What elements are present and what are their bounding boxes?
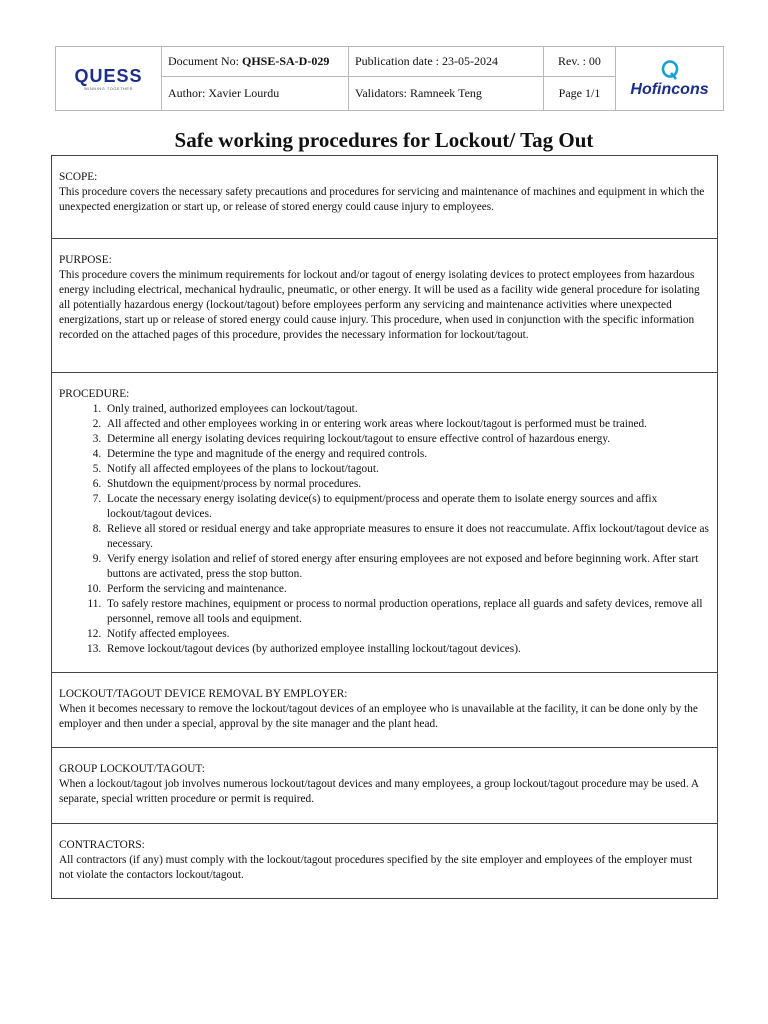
procedure-heading: PROCEDURE: xyxy=(59,388,130,400)
page-number: Page 1/1 xyxy=(544,77,616,111)
purpose-heading: PURPOSE: xyxy=(59,254,112,266)
group-text: When a lockout/tagout job involves numerous lockout/tagout devices and many employees, a group lockout/tagout procedure may be used. A separate, special written procedure or permit is required. xyxy=(59,778,699,805)
purpose-text: This procedure covers the minimum requirements for lockout and/or tagout of energy isolating devices to protect employees from hazardous energy including electrical, mechanical hydraulic, pneumatic, or other energy. It will be used as a facility wide general procedure for isolating all potentially hazardous energy (lockout/tagout) before employees perform any servicing and maintenance activities where unexpected energizations, start up or release of stored energy could cause injury. This procedure, when used in conjunction with the specific information recorded on the attached pages of this procedure, provides the necessary information for lockout/tagout. xyxy=(59,269,700,341)
content-box xyxy=(51,155,718,899)
author: Author: Xavier Lourdu xyxy=(162,77,349,111)
publication-date: Publication date : 23-05-2024 xyxy=(349,47,544,77)
group-heading: GROUP LOCKOUT/TAGOUT: xyxy=(59,763,205,775)
procedure-step: 11. To safely restore machines, equipment or process to normal production operations, replace all guards and safety devices, remove all personnel, remove all tools and equipment. xyxy=(104,597,709,627)
procedure-step: 8. Relieve all stored or residual energy and take appropriate measures to ensure it does not reaccumulate. Affix lockout/tagout device as necessary. xyxy=(104,522,709,552)
revision: Rev. : 00 xyxy=(544,47,616,77)
group-section xyxy=(52,748,717,824)
document-number-label: Document No: xyxy=(168,54,242,68)
hofincons-logo-text: Hofincons xyxy=(630,80,709,98)
procedure-step: 7. Locate the necessary energy isolating device(s) to equipment/process and operate them to isolate energy sources and affix lockout/tagout devices. xyxy=(104,492,709,522)
contractors-text: All contractors (if any) must comply with the lockout/tagout procedures specified by the site employer and employees of the employer must not violate the contactors lockout/tagout. xyxy=(59,854,693,881)
procedure-steps xyxy=(59,402,709,657)
removal-heading: LOCKOUT/TAGOUT DEVICE REMOVAL BY EMPLOYER: xyxy=(59,688,348,700)
hofincons-q-icon xyxy=(659,60,681,80)
document-number-value: QHSE-SA-D-029 xyxy=(242,54,330,68)
document-title: Safe working procedures for Lockout/ Tag Out xyxy=(174,128,594,152)
quess-logo xyxy=(56,47,162,111)
contractors-heading: CONTRACTORS: xyxy=(59,839,145,851)
scope-text: This procedure covers the necessary safety precautions and procedures for servicing and maintenance of machines and equipment in which the unexpected energization or start up, or release of stored energy could cause injury to employees. xyxy=(59,186,705,213)
quess-logo-tagline: WINNING TOGETHER xyxy=(84,85,133,91)
procedure-step: 12. Notify affected employees. xyxy=(104,627,709,642)
procedure-section xyxy=(52,373,717,673)
hofincons-logo xyxy=(616,47,724,111)
scope-section xyxy=(52,156,717,239)
document-header xyxy=(55,46,724,111)
procedure-step: 6. Shutdown the equipment/process by normal procedures. xyxy=(104,477,709,492)
contractors-section xyxy=(52,824,717,898)
procedure-step: 4. Determine the type and magnitude of the energy and required controls. xyxy=(104,447,709,462)
scope-heading: SCOPE: xyxy=(59,171,98,183)
procedure-step: 10. Perform the servicing and maintenance. xyxy=(104,582,709,597)
procedure-step: 5. Notify all affected employees of the plans to lockout/tagout. xyxy=(104,462,709,477)
procedure-step: 3. Determine all energy isolating devices requiring lockout/tagout to ensure effective control of hazardous energy. xyxy=(104,432,709,447)
procedure-step: 9. Verify energy isolation and relief of stored energy after ensuring employees are not exposed and before beginning work. After start buttons are activated, press the stop button. xyxy=(104,552,709,582)
procedure-step: 1. Only trained, authorized employees can lockout/tagout. xyxy=(104,402,709,417)
procedure-step: 2. All affected and other employees working in or entering work areas where lockout/tagout is performed must be trained. xyxy=(104,417,709,432)
procedure-step: 13. Remove lockout/tagout devices (by authorized employee installing lockout/tagout devices). xyxy=(104,642,709,657)
quess-logo-text: QUESS xyxy=(74,65,143,86)
removal-text: When it becomes necessary to remove the lockout/tagout devices of an employee who is unavailable at the facility, it can be done only by the employer and then under a special, approval by the site manager and the plant head. xyxy=(59,703,698,730)
purpose-section xyxy=(52,239,717,373)
removal-section xyxy=(52,673,717,748)
document-number-cell xyxy=(162,47,349,77)
validators: Validators: Ramneek Teng xyxy=(349,77,544,111)
